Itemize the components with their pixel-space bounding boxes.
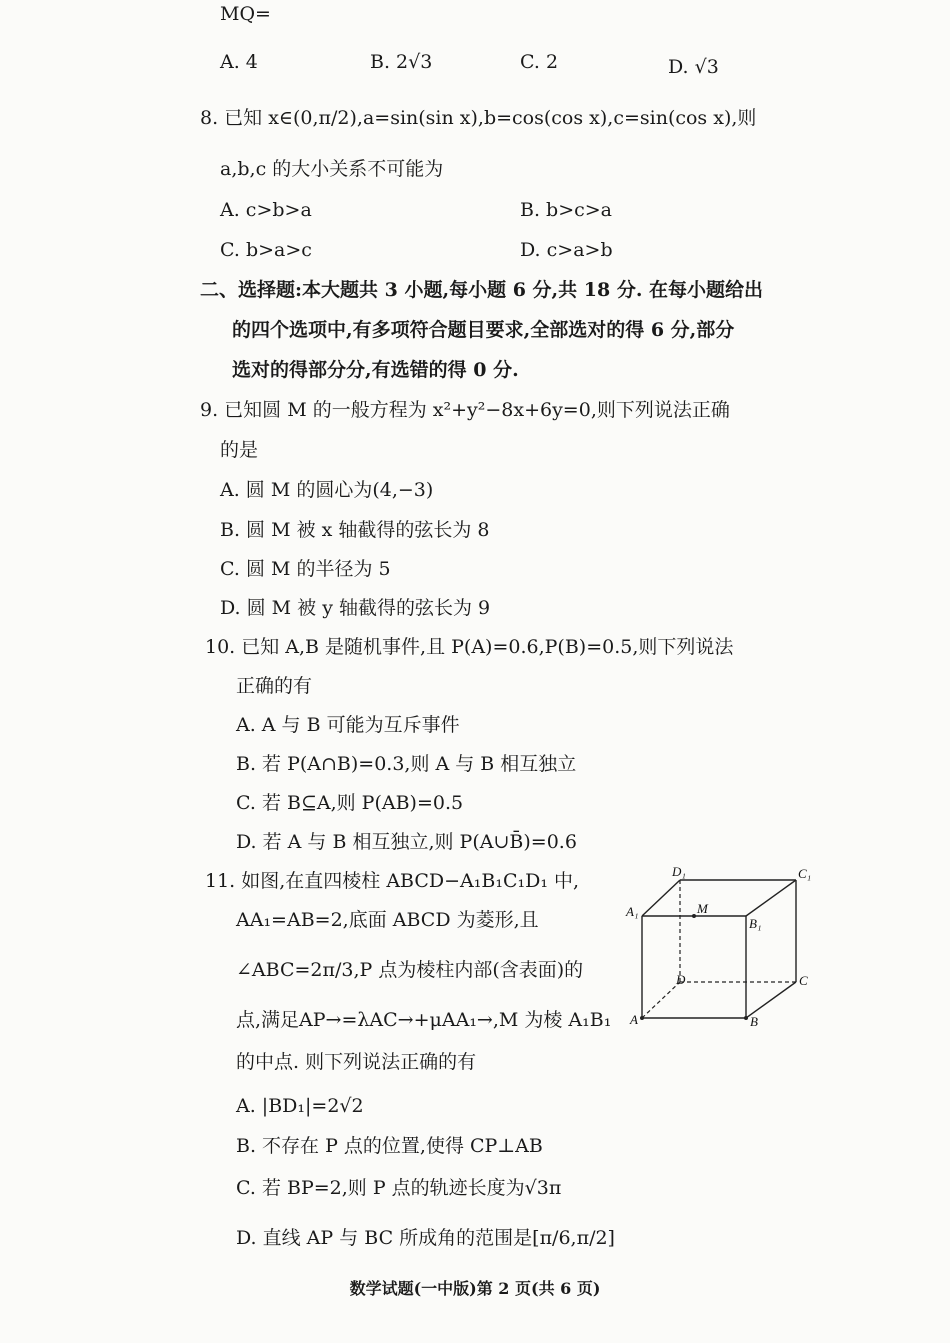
q11-stem-line1: 11. 如图,在直四棱柱 ABCD−A₁B₁C₁D₁ 中, [205, 870, 580, 892]
label-b1: B₁ [749, 916, 762, 931]
edge-bc [746, 982, 796, 1018]
q7-option-a: A. 4 [220, 51, 258, 73]
q11-option-c: C. 若 BP=2,则 P 点的轨迹长度为√3π [236, 1177, 562, 1199]
q8-option-c: C. b>a>c [220, 239, 312, 261]
section2-line2: 的四个选项中,有多项符合题目要求,全部选对的得 6 分,部分 [232, 319, 735, 341]
q10-option-c: C. 若 B⊆A,则 P(AB)=0.5 [236, 792, 464, 814]
point-a [640, 1016, 644, 1020]
label-b: B [750, 1014, 758, 1029]
q8-option-b: B. b>c>a [520, 199, 613, 221]
label-a1: A₁ [626, 904, 639, 919]
q10-option-b: B. 若 P(A∩B)=0.3,则 A 与 B 相互独立 [236, 753, 577, 775]
q11-stem-line3: ∠ABC=2π/3,P 点为棱柱内部(含表面)的 [236, 959, 584, 981]
q11-option-d: D. 直线 AP 与 BC 所成角的范围是[π/6,π/2] [236, 1227, 615, 1249]
q11-stem-line2: AA₁=AB=2,底面 ABCD 为菱形,且 [236, 909, 539, 931]
q8-option-d: D. c>a>b [520, 239, 613, 261]
edge-d1a1 [642, 880, 680, 916]
label-d: D [676, 972, 686, 987]
q10-stem-line2: 正确的有 [236, 675, 313, 697]
edge-c1b1 [746, 880, 796, 916]
label-c: C [799, 973, 808, 988]
q9-option-d: D. 圆 M 被 y 轴截得的弦长为 9 [220, 597, 491, 619]
section2-line1: 二、选择题:本大题共 3 小题,每小题 6 分,共 18 分. 在每小题给出 [200, 279, 764, 301]
q9-stem-line1: 9. 已知圆 M 的一般方程为 x²+y²−8x+6y=0,则下列说法正确 [200, 399, 730, 421]
q11-option-a: A. |BD₁|=2√2 [236, 1095, 364, 1117]
q7-option-b: B. 2√3 [370, 51, 433, 73]
q11-stem-line4: 点,满足AP→=λAC→+μAA₁→,M 为棱 A₁B₁ [236, 1009, 612, 1031]
label-a: A [630, 1012, 638, 1027]
q8-stem-line2: a,b,c 的大小关系不可能为 [220, 158, 444, 180]
label-d1: D₁ [672, 864, 686, 879]
q11-option-b: B. 不存在 P 点的位置,使得 CP⊥AB [236, 1135, 543, 1157]
q9-stem-line2: 的是 [220, 439, 259, 461]
q7-option-c: C. 2 [520, 51, 559, 73]
q9-option-c: C. 圆 M 的半径为 5 [220, 558, 391, 580]
q9-option-b: B. 圆 M 被 x 轴截得的弦长为 8 [220, 519, 490, 541]
q8-option-a: A. c>b>a [220, 199, 312, 221]
page-footer: 数学试题(一中版)第 2 页(共 6 页) [349, 1279, 601, 1298]
q8-stem-line1: 8. 已知 x∈(0,π/2),a=sin(sin x),b=cos(cos x),c=sin(cos x),则 [200, 107, 757, 129]
q7-tail: MQ= [220, 3, 271, 25]
point-m [692, 914, 696, 918]
edge-ad-hidden [642, 982, 680, 1018]
q7-option-d: D. √3 [668, 56, 719, 78]
label-c1: C₁ [798, 866, 812, 881]
q10-stem-line1: 10. 已知 A,B 是随机事件,且 P(A)=0.6,P(B)=0.5,则下列说法 [205, 636, 734, 658]
point-b [744, 1016, 748, 1020]
q10-option-a: A. A 与 B 可能为互斥事件 [236, 714, 460, 736]
section2-line3: 选对的得部分分,有选错的得 0 分. [232, 359, 519, 381]
prism-figure [622, 862, 822, 1032]
label-m: M [697, 901, 708, 916]
q9-option-a: A. 圆 M 的圆心为(4,−3) [220, 479, 434, 501]
q10-option-d: D. 若 A 与 B 相互独立,则 P(A∪B̄)=0.6 [236, 831, 577, 853]
q11-stem-line5: 的中点. 则下列说法正确的有 [236, 1051, 477, 1073]
